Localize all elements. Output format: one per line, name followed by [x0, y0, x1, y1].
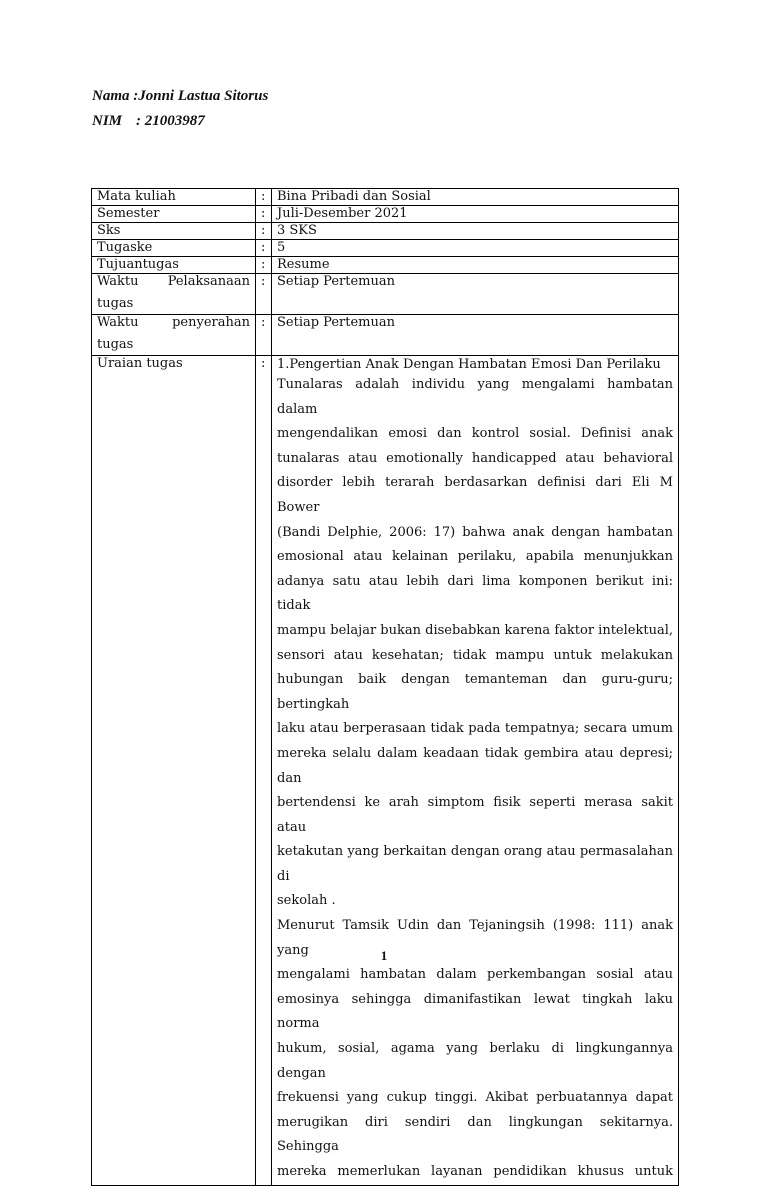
paragraph-line: mereka selalu dalam keadaan tidak gembira atau depresi; dan — [277, 745, 673, 786]
row-colon: : — [256, 356, 272, 1186]
row-label: Sks — [92, 223, 256, 240]
row-value: Juli-Desember 2021 — [272, 206, 679, 223]
paragraph-line: hukum, sosial, agama yang berlaku di lingkungannya dengan — [277, 1041, 673, 1081]
paragraph-line: mengendalikan emosi dan kontrol sosial. Definisi anak — [277, 426, 673, 442]
row-label-part: tugas — [97, 296, 134, 311]
student-nim: : 21003987 — [136, 113, 205, 129]
row-value: Setiap Pertemuan — [272, 315, 679, 356]
page-number: 1 — [380, 948, 388, 963]
assignment-table — [91, 188, 679, 1186]
paragraph-line: bertendensi ke arah simptom fisik seperti merasa sakit atau — [277, 795, 673, 835]
paragraph-line: merugikan diri sendiri dan lingkungan sekitarnya. Sehingga — [277, 1114, 673, 1155]
paragraph-line: hubungan baik dengan temanteman dan guru-guru; bertingkah — [277, 672, 673, 712]
row-value: 5 — [272, 240, 679, 257]
paragraph-line: emosinya sehingga dimanifastikan lewat tingkah laku norma — [277, 991, 673, 1032]
row-label-part: Waktu — [97, 315, 139, 330]
table-row — [92, 206, 679, 223]
section-title: 1.Pengertian Anak Dengan Hambatan Emosi Dan Perilaku — [277, 357, 661, 372]
row-label — [92, 274, 256, 315]
table-row — [92, 257, 679, 274]
row-value: Resume — [272, 257, 679, 274]
table-row — [92, 315, 679, 356]
table-row — [92, 189, 679, 206]
paragraph-line: mampu belajar bukan disebabkan karena faktor intelektual, — [277, 622, 673, 638]
row-label-part: Waktu — [97, 274, 139, 289]
paragraph-line: mereka memerlukan layanan pendidikan khusus untuk — [277, 1164, 673, 1179]
paragraph-line: frekuensi yang cukup tinggi. Akibat perbuatannya dapat — [277, 1090, 673, 1106]
row-label: Tujuantugas — [92, 257, 256, 274]
paragraph-line: tunalaras atau emotionally handicapped atau behavioral — [277, 450, 673, 466]
row-colon: : — [256, 257, 272, 274]
nim-label: NIM — [92, 113, 123, 129]
row-colon: : — [256, 206, 272, 223]
student-name: Jonni Lastua Sitorus — [138, 88, 269, 104]
paragraph-line: adanya satu atau lebih dari lima komponen berikut ini: tidak — [277, 573, 673, 614]
paragraph-line: sensori atau kesehatan; tidak mampu untuk melakukan — [277, 647, 673, 663]
name-label: Nama : — [92, 88, 139, 104]
table-row — [92, 240, 679, 257]
row-label: Tugaske — [92, 240, 256, 257]
student-name-line — [92, 88, 268, 105]
row-colon: : — [256, 240, 272, 257]
paragraph-line: Tunalaras adalah individu yang mengalami hambatan dalam — [277, 377, 673, 417]
row-label: Mata kuliah — [92, 189, 256, 206]
paragraph-tunalaras — [277, 373, 673, 914]
row-label-part: Pelaksanaan — [167, 274, 250, 289]
paragraph-line: mengalami hambatan dalam perkembangan sosial atau — [277, 967, 673, 983]
paragraph-line: (Bandi Delphie, 2006: 17) bahwa anak dengan hambatan — [277, 524, 673, 540]
paragraph-line: ketakutan yang berkaitan dengan orang atau permasalahan di — [277, 844, 673, 884]
uraian-content — [272, 356, 679, 1186]
row-colon: : — [256, 189, 272, 206]
row-label-part: penyerahan — [172, 315, 250, 330]
row-label-part: tugas — [97, 337, 134, 352]
row-label: Semester — [92, 206, 256, 223]
row-value: 3 SKS — [272, 223, 679, 240]
row-value: Bina Pribadi dan Sosial — [272, 189, 679, 206]
row-colon: : — [256, 223, 272, 240]
table-row — [92, 223, 679, 240]
paragraph-line: emosional atau kelainan perilaku, apabila menunjukkan — [277, 549, 673, 565]
paragraph-line: disorder lebih terarah berdasarkan definisi dari Eli M Bower — [277, 475, 673, 515]
table-row — [92, 356, 679, 1186]
paragraph-line: laku atau berperasaan tidak pada tempatnya; secara umum — [277, 721, 673, 737]
paragraph-line: Menurut Tamsik Udin dan Tejaningsih (1998: 111) anak yang — [277, 918, 673, 958]
row-colon: : — [256, 274, 272, 315]
paragraph-line: sekolah . — [277, 893, 336, 909]
row-colon: : — [256, 315, 272, 356]
row-label — [92, 315, 256, 356]
row-label: Uraian tugas — [92, 356, 256, 1186]
row-value: Setiap Pertemuan — [272, 274, 679, 315]
student-nim-line — [92, 113, 205, 130]
table-row — [92, 274, 679, 315]
